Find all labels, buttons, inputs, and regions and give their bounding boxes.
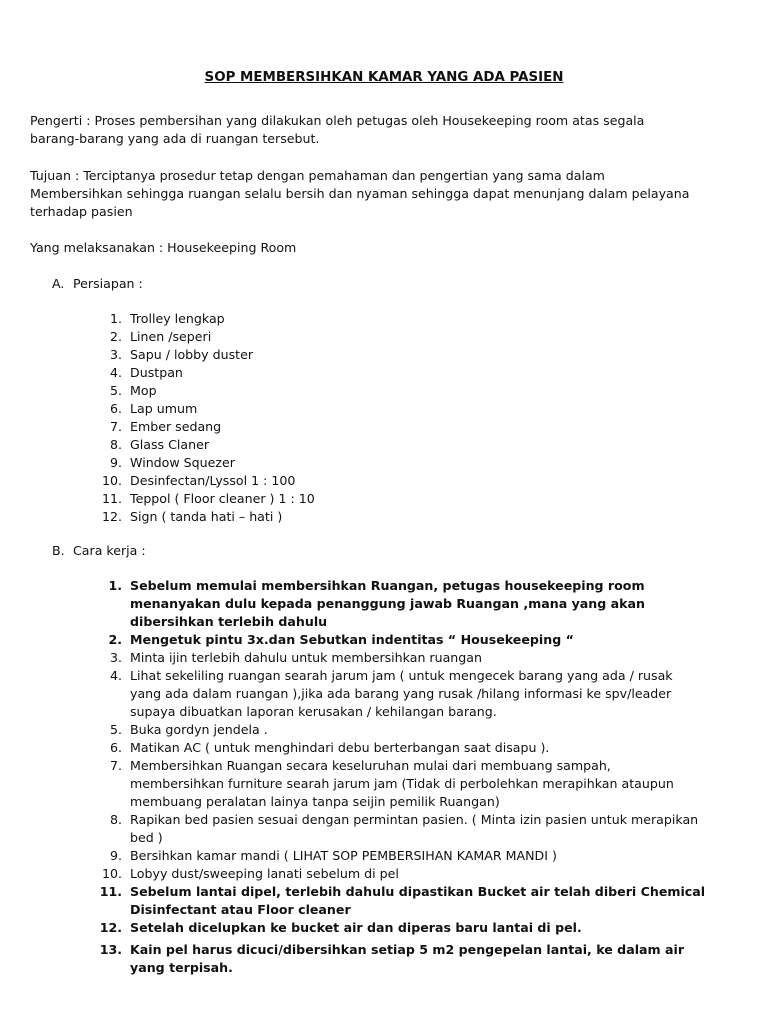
item-number: 6. (109, 401, 122, 416)
section-b-heading (52, 542, 146, 560)
list-item (96, 811, 706, 847)
list-item (96, 310, 706, 328)
item-text: Sebelum lantai dipel, terlebih dahulu dipastikan Bucket air telah diberi Chemical Disinfectant atau Floor cleaner (130, 884, 706, 917)
item-number: 8. (109, 437, 122, 452)
item-number: 11. (99, 884, 122, 899)
list-item (96, 757, 706, 811)
item-text: Bersihkan kamar mandi ( LIHAT SOP PEMBERSIHAN KAMAR MANDI ) (130, 848, 557, 863)
item-text: Matikan AC ( untuk menghindari debu berterbangan saat disapu ). (130, 740, 550, 755)
list-item (96, 508, 706, 526)
item-text: Sebelum memulai membersihkan Ruangan, petugas housekeeping room menanyakan dulu kepada penanggung jawab Ruangan ,mana yang akan dibersihkan terlebih dahulu (130, 578, 646, 629)
item-text: Trolley lengkap (130, 311, 225, 326)
item-text: Membersihkan Ruangan secara keseluruhan mulai dari membuang sampah, membersihkan furniture searah jarum jam (Tidak di perbolehkan merapihkan ataupun membuang peralatan lainya tanpa seijin pemilik Ruangan) (130, 758, 674, 809)
item-text: Mop (130, 383, 157, 398)
procedure-list (96, 577, 706, 977)
item-number: 2. (108, 632, 122, 647)
item-number: 13. (99, 942, 122, 957)
item-text: Sapu / lobby duster (130, 347, 254, 362)
list-item (96, 454, 706, 472)
executor-line: Yang melaksanakan : Housekeeping Room (30, 240, 297, 255)
item-number: 6. (109, 740, 122, 755)
item-number: 4. (109, 668, 122, 683)
section-a-letter: A. (52, 276, 65, 291)
item-text: Sign ( tanda hati – hati ) (130, 509, 283, 524)
item-number: 9. (109, 848, 122, 863)
item-number: 10. (101, 866, 122, 881)
item-number: 9. (109, 455, 122, 470)
item-number: 4. (109, 365, 122, 380)
item-text: Teppol ( Floor cleaner ) 1 : 10 (130, 491, 315, 506)
item-text: Lobyy dust/sweeping lanati sebelum di pel (130, 866, 399, 881)
list-item (96, 721, 706, 739)
list-item (96, 667, 706, 721)
item-text: Minta ijin terlebih dahulu untuk membersihkan ruangan (130, 650, 482, 665)
item-text: Linen /seperi (130, 329, 212, 344)
item-number: 1. (108, 578, 122, 593)
item-number: 5. (109, 383, 122, 398)
item-number: 7. (109, 758, 122, 773)
list-item (96, 739, 706, 757)
section-a-heading (52, 275, 143, 293)
item-text: Lihat sekeliling ruangan searah jarum jam ( untuk mengecek barang yang ada / rusak yang ada dalam ruangan ),jika ada barang yang rusak /hilang informasi ke spv/leader supaya dibuatkan laporan kerusakan / kehilangan barang. (130, 668, 673, 719)
list-item (96, 400, 706, 418)
item-text: Window Squezer (130, 455, 235, 470)
list-item (96, 631, 706, 649)
item-text: Kain pel harus dicuci/dibersihkan setiap 5 m2 pengepelan lantai, ke dalam air yang terpisah. (130, 942, 685, 975)
item-number: 11. (101, 491, 122, 506)
list-item (96, 941, 706, 977)
list-item (96, 577, 706, 631)
item-number: 2. (109, 329, 122, 344)
list-item (96, 883, 706, 919)
list-item (96, 490, 706, 508)
list-item (96, 436, 706, 454)
item-text: Glass Claner (130, 437, 210, 452)
section-b-label: Cara kerja : (73, 543, 146, 558)
purpose-paragraph: Tujuan : Terciptanya prosedur tetap dengan pemahaman dan pengertian yang sama dalam Membersihkan sehingga ruangan selalu bersih dan nyaman sehingga dapat menunjang dalam pelayana terhadap pasien (30, 168, 690, 219)
item-text: Desinfectan/Lyssol 1 : 100 (130, 473, 296, 488)
list-item (96, 328, 706, 346)
item-number: 12. (99, 920, 122, 935)
item-number: 1. (109, 311, 122, 326)
item-text: Buka gordyn jendela . (130, 722, 268, 737)
item-number: 3. (109, 347, 122, 362)
document-title: SOP MEMBERSIHKAN KAMAR YANG ADA PASIEN (204, 70, 564, 85)
list-item (96, 847, 706, 865)
item-text: Ember sedang (130, 419, 222, 434)
section-b-letter: B. (52, 543, 65, 558)
item-number: 7. (109, 419, 122, 434)
item-text: Dustpan (130, 365, 183, 380)
item-number: 8. (109, 812, 122, 827)
list-item (96, 865, 706, 883)
list-item (96, 418, 706, 436)
item-number: 3. (109, 650, 122, 665)
item-number: 5. (109, 722, 122, 737)
list-item (96, 472, 706, 490)
definition-paragraph: Pengerti : Proses pembersihan yang dilakukan oleh petugas oleh Housekeeping room atas segala barang-barang yang ada di ruangan tersebut. (30, 113, 645, 146)
list-item (96, 364, 706, 382)
item-text: Mengetuk pintu 3x.dan Sebutkan indentitas “ Housekeeping “ (130, 632, 574, 647)
preparation-list (96, 310, 706, 526)
item-text: Lap umum (130, 401, 198, 416)
item-text: Rapikan bed pasien sesuai dengan permintan pasien. ( Minta izin pasien untuk merapikan bed ) (130, 812, 699, 845)
item-number: 12. (101, 509, 122, 524)
list-item (96, 649, 706, 667)
item-number: 10. (101, 473, 122, 488)
section-a-label: Persiapan : (73, 276, 143, 291)
list-item (96, 346, 706, 364)
list-item (96, 919, 706, 937)
item-text: Setelah dicelupkan ke bucket air dan diperas baru lantai di pel. (130, 920, 582, 935)
list-item (96, 382, 706, 400)
